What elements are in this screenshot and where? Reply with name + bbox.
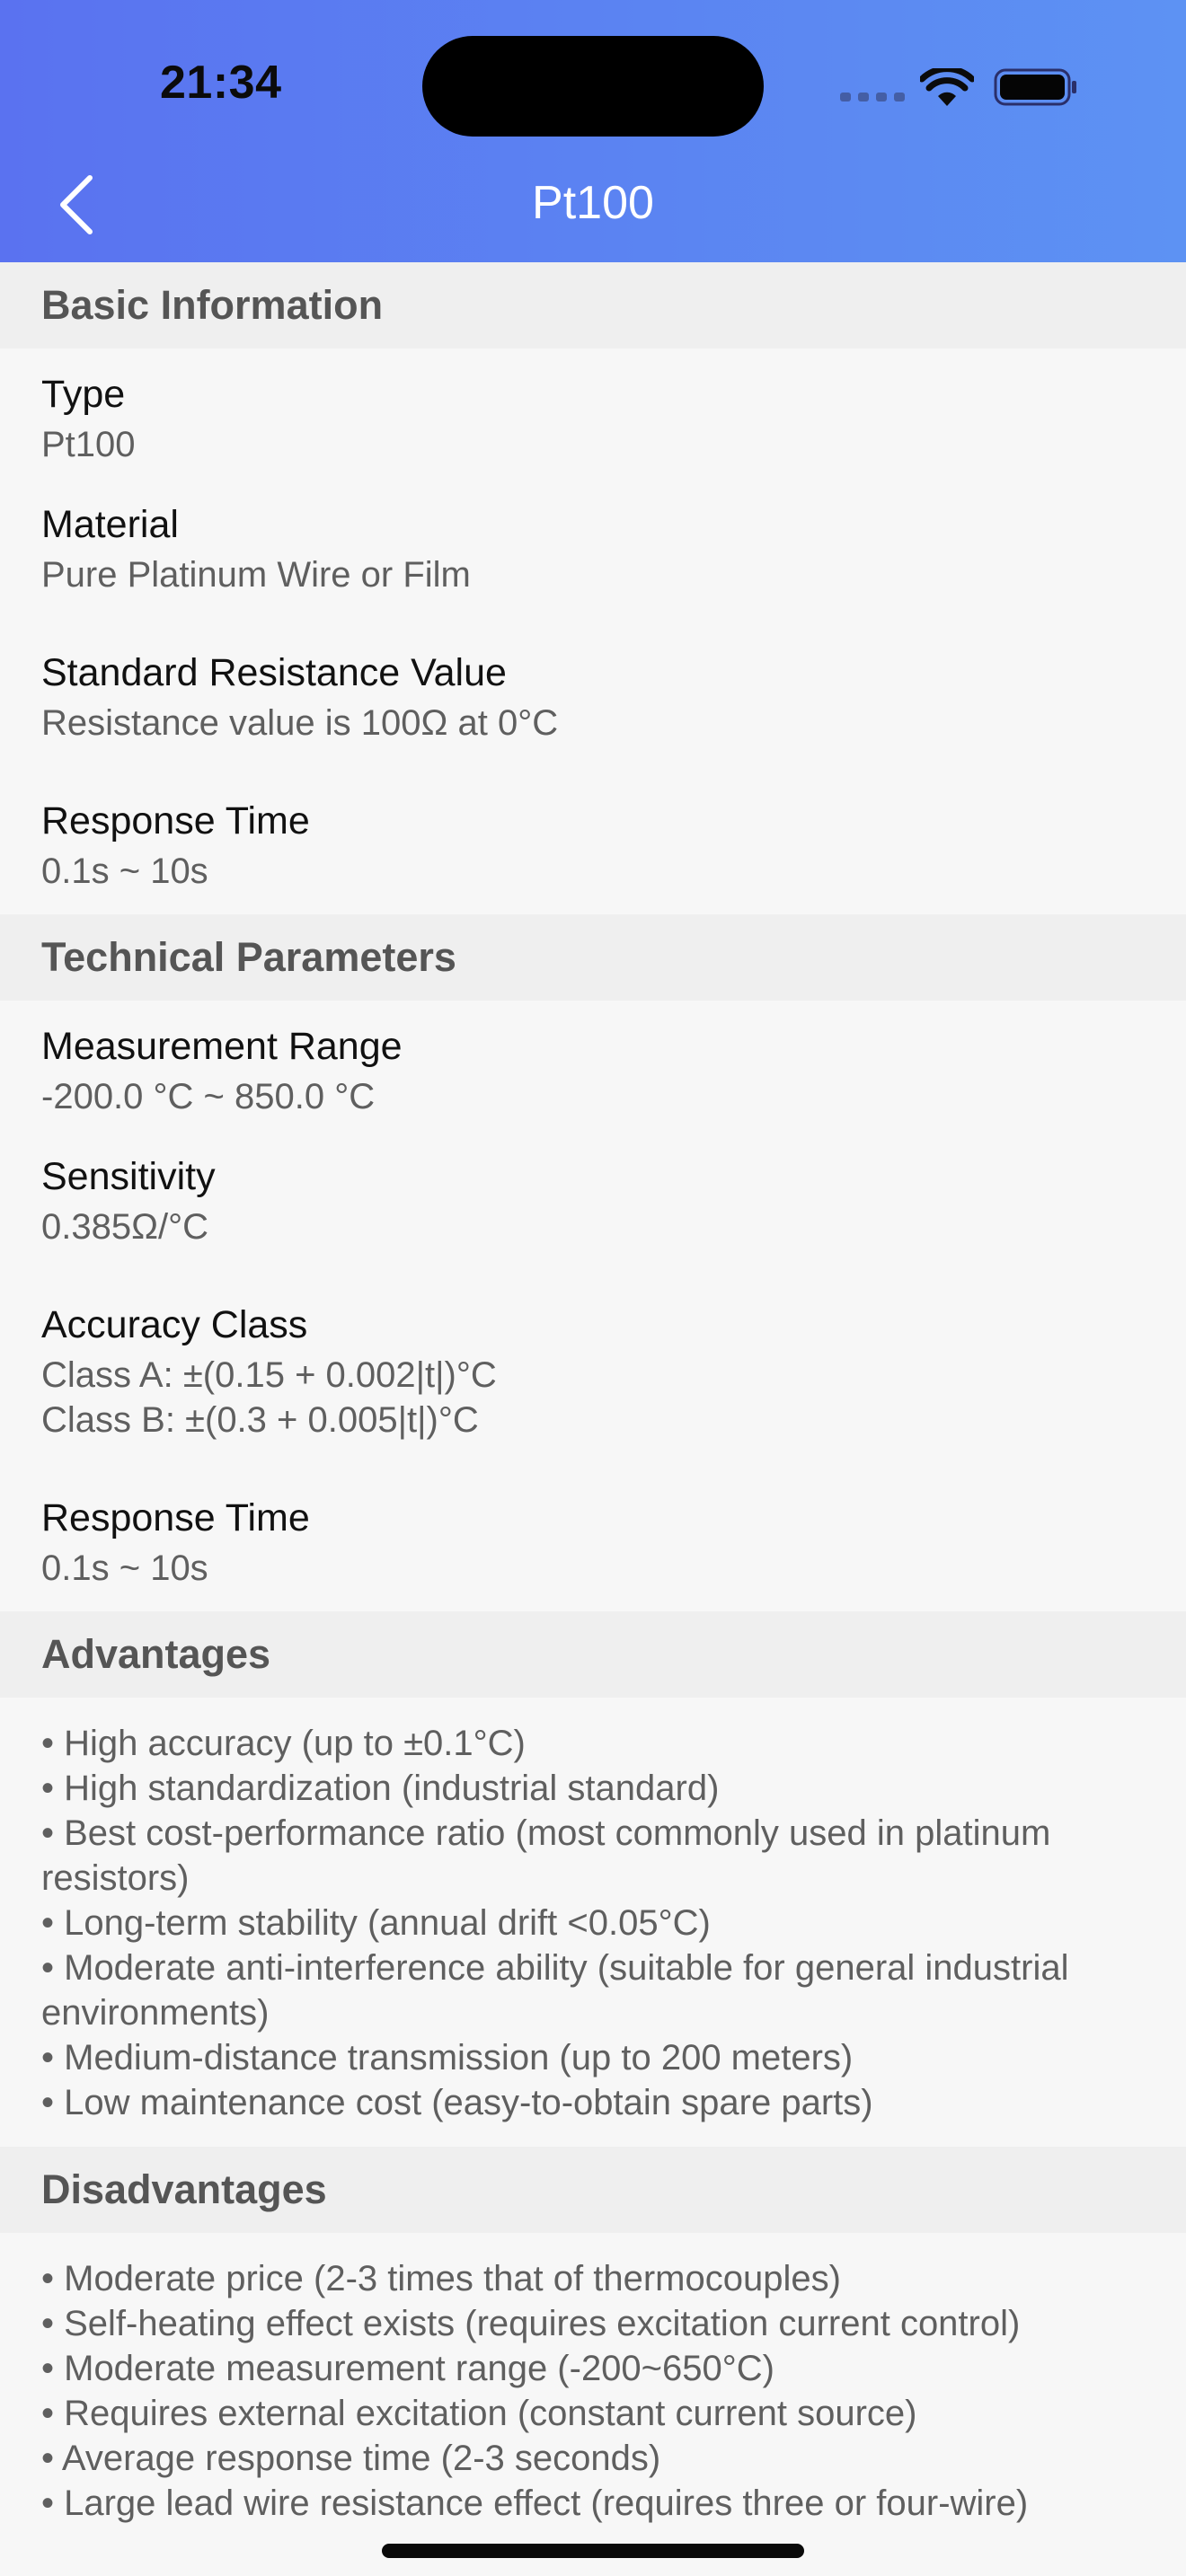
- accuracy-class-b: Class B: ±(0.3 + 0.005|t|)°C: [41, 1400, 479, 1440]
- item-value: Resistance value is 100Ω at 0°C: [41, 703, 559, 743]
- param-item-measurement-range: [0, 1001, 1186, 1149]
- item-label: Accuracy Class: [41, 1303, 308, 1346]
- page-title: Pt100: [532, 177, 654, 229]
- advantages-list: [0, 1698, 1186, 2147]
- cellular-signal-icon: [840, 93, 905, 101]
- item-value: 0.1s ~ 10s: [41, 851, 208, 891]
- home-indicator[interactable]: [382, 2544, 804, 2558]
- accuracy-class-a: Class A: ±(0.15 + 0.002|t|)°C: [41, 1355, 497, 1395]
- list-item: • Long-term stability (annual drift <0.05°C): [41, 1903, 711, 1943]
- list-item: • Medium-distance transmission (up to 200 meters): [41, 2038, 854, 2078]
- list-item: • High standardization (industrial standard): [41, 1769, 720, 1808]
- list-item: • Low maintenance cost (easy-to-obtain spare parts): [41, 2083, 873, 2122]
- item-label: Measurement Range: [41, 1025, 403, 1068]
- disadvantages-list: [0, 2233, 1186, 2526]
- info-item-type: [0, 348, 1186, 497]
- list-item: • High accuracy (up to ±0.1°C): [41, 1724, 526, 1763]
- item-label: Standard Resistance Value: [41, 651, 507, 694]
- list-item: • Moderate price (2-3 times that of thermocouples): [41, 2259, 841, 2298]
- item-value: Pt100: [41, 425, 136, 464]
- item-value: Pure Platinum Wire or Film: [41, 555, 471, 595]
- param-item-sensitivity: [0, 1149, 1186, 1297]
- item-label: Sensitivity: [41, 1155, 216, 1198]
- info-item-standard-resistance: [0, 645, 1186, 793]
- item-label: Type: [41, 373, 126, 416]
- list-item: • Self-heating effect exists (requires excitation current control): [41, 2304, 1021, 2343]
- item-value: [41, 1353, 1145, 1442]
- list-item: • Average response time (2-3 seconds): [41, 2439, 661, 2478]
- item-value: 0.385Ω/°C: [41, 1207, 208, 1247]
- wifi-icon: [920, 68, 974, 108]
- item-value: -200.0 °C ~ 850.0 °C: [41, 1077, 376, 1116]
- section-header-technical-parameters: Technical Parameters: [0, 914, 1186, 1001]
- nav-header: [0, 0, 1186, 262]
- list-item: • Large lead wire resistance effect (requires three or four-wire): [41, 2483, 1029, 2523]
- detail-content[interactable]: [0, 262, 1186, 2526]
- section-header-disadvantages: Disadvantages: [0, 2147, 1186, 2233]
- list-item: • Requires external excitation (constant current source): [41, 2394, 917, 2433]
- list-item: • Best cost-performance ratio (most commonly used in platinum resistors): [41, 1813, 1051, 1898]
- info-item-response-time: [0, 793, 1186, 914]
- status-time: 21:34: [160, 57, 282, 109]
- list-item: • Moderate anti-interference ability (suitable for general industrial environments): [41, 1948, 1069, 2033]
- list-item: • Moderate measurement range (-200~650°C): [41, 2349, 774, 2388]
- battery-icon: [994, 68, 1078, 106]
- item-label: Response Time: [41, 1496, 310, 1539]
- item-label: Material: [41, 503, 179, 546]
- param-item-accuracy-class: [0, 1297, 1186, 1490]
- item-value: 0.1s ~ 10s: [41, 1548, 208, 1588]
- dynamic-island: [422, 36, 764, 137]
- section-header-advantages: Advantages: [0, 1611, 1186, 1698]
- section-header-basic-information: Basic Information: [0, 262, 1186, 348]
- item-label: Response Time: [41, 799, 310, 842]
- info-item-material: [0, 497, 1186, 645]
- param-item-response-time: [0, 1490, 1186, 1611]
